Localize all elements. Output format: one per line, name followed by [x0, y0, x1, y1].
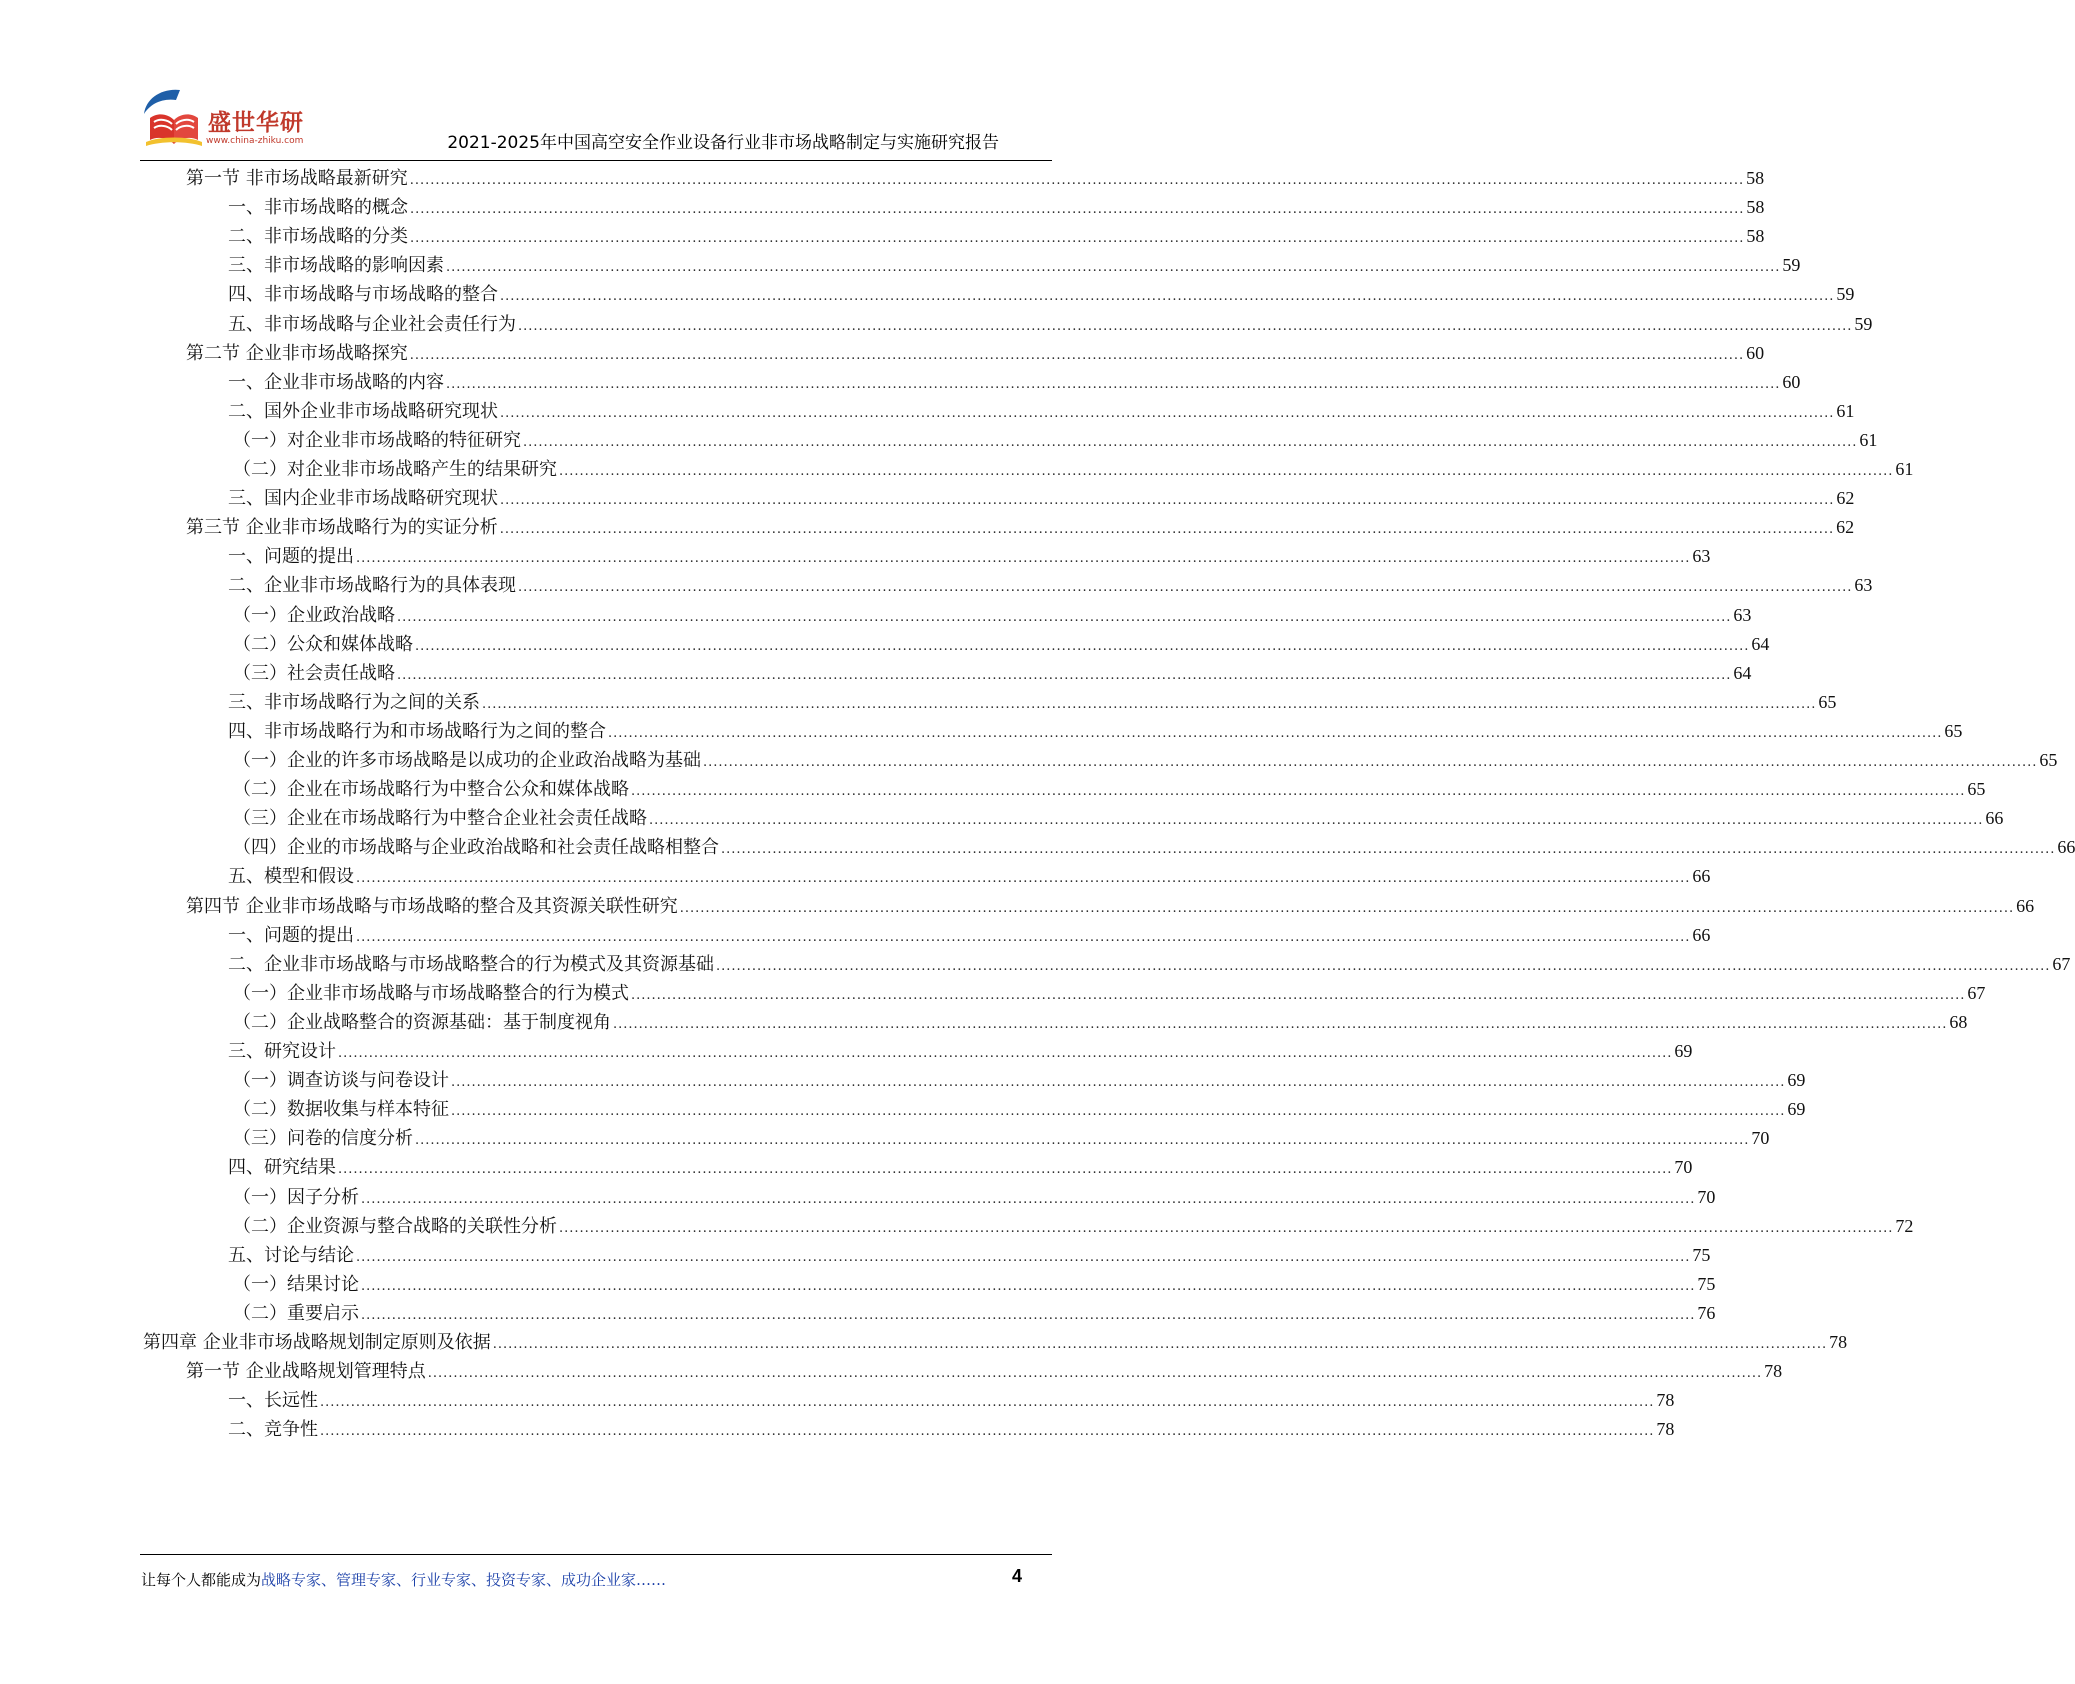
toc-entry[interactable] — [228, 687, 1837, 718]
toc-entry[interactable] — [233, 1211, 1914, 1242]
toc-entry[interactable] — [228, 1152, 1693, 1183]
toc-dot-leader: .................................................................................................................................................................................................................................................................... — [356, 871, 1691, 887]
toc-entry-label: （一）因子分析 — [233, 1186, 359, 1208]
toc-entry-label: （一）企业的许多市场战略是以成功的企业政治战略为基础 — [233, 750, 701, 771]
toc-entry-label: （二）重要启示 — [233, 1302, 359, 1324]
toc-entry[interactable] — [228, 1036, 1693, 1067]
toc-entry-label: 三、国内企业非市场战略研究现状 — [228, 488, 498, 510]
toc-entry[interactable] — [186, 163, 1765, 194]
toc-entry[interactable] — [233, 1007, 1968, 1038]
toc-dot-leader: .................................................................................................................................................................................................................................................................... — [338, 1046, 1673, 1061]
toc-entry-page: 69 — [1787, 1070, 1806, 1091]
toc-dot-leader: .................................................................................................................................................................................................................................................................... — [361, 1307, 1696, 1323]
toc-dot-leader: .................................................................................................................................................................................................................................................................... — [631, 784, 1966, 800]
toc-entry-label: （二）企业在市场战略行为中整合公众和媒体战略 — [233, 779, 629, 801]
toc-dot-leader: .................................................................................................................................................................................................................................................................... — [451, 1104, 1786, 1120]
toc-entry-label: 四、研究结果 — [228, 1157, 336, 1179]
toc-entry-page: 58 — [1746, 197, 1765, 218]
toc-entry-page: 75 — [1692, 1244, 1711, 1265]
toc-entry-page: 69 — [1787, 1099, 1806, 1120]
toc-entry-label: （一）企业非市场战略与市场战略整合的行为模式 — [233, 982, 629, 1004]
toc-entry[interactable] — [233, 425, 1878, 456]
toc-dot-leader: .................................................................................................................................................................................................................................................................... — [482, 696, 1817, 712]
toc-entry[interactable] — [228, 367, 1801, 398]
toc-entry-page: 61 — [1895, 459, 1914, 479]
toc-entry[interactable] — [228, 1414, 1675, 1445]
toc-dot-leader: .................................................................................................................................................................................................................................................................... — [361, 1278, 1696, 1294]
toc-dot-leader: .................................................................................................................................................................................................................................................................... — [320, 1424, 1655, 1440]
toc-dot-leader: .................................................................................................................................................................................................................................................................... — [427, 1366, 1763, 1382]
toc-entry-label: 二、企业非市场战略行为的具体表现 — [228, 575, 516, 597]
toc-entry-page: 78 — [1656, 1419, 1675, 1440]
toc-entry-label: （二）对企业非市场战略产生的结果研究 — [233, 459, 557, 480]
toc-entry-label: 二、非市场战略的分类 — [228, 226, 408, 248]
toc-dot-leader: .................................................................................................................................................................................................................................................................... — [409, 173, 1745, 188]
toc-dot-leader: .................................................................................................................................................................................................................................................................... — [492, 1337, 1828, 1352]
toc-entry[interactable] — [228, 541, 1711, 572]
toc-entry-page: 61 — [1859, 429, 1878, 450]
toc-entry[interactable] — [228, 861, 1711, 892]
toc-entry-label: （一）结果讨论 — [233, 1273, 359, 1295]
toc-dot-leader: .................................................................................................................................................................................................................................................................... — [631, 987, 1966, 1003]
toc-entry-label: 一、长远性 — [228, 1390, 318, 1412]
toc-entry[interactable] — [186, 512, 1855, 543]
toc-dot-leader: .................................................................................................................................................................................................................................................................... — [446, 376, 1781, 392]
toc-entry-page: 67 — [1967, 982, 1986, 1003]
company-logo — [140, 84, 310, 154]
toc-entry-page: 78 — [1656, 1390, 1675, 1411]
toc-entry[interactable] — [233, 1269, 1716, 1300]
toc-entry-page: 67 — [2052, 953, 2071, 974]
toc-entry[interactable] — [233, 978, 1986, 1009]
toc-entry-page: 59 — [1854, 313, 1873, 334]
toc-entry[interactable] — [228, 920, 1711, 951]
toc-entry-page: 65 — [1818, 691, 1837, 712]
toc-entry-page: 63 — [1692, 546, 1711, 567]
toc-entry-label: （三）企业在市场战略行为中整合企业社会责任战略 — [233, 808, 647, 830]
toc-dot-leader: .................................................................................................................................................................................................................................................................... — [679, 900, 2015, 916]
toc-entry-label: （一）调查访谈与问卷设计 — [233, 1070, 449, 1092]
toc-entry-label: 五、模型和假设 — [228, 866, 354, 888]
toc-entry-label: 第四章 企业非市场战略规划制定原则及依据 — [143, 1332, 491, 1353]
toc-dot-leader: .................................................................................................................................................................................................................................................................... — [356, 1249, 1691, 1265]
toc-entry-label: 五、讨论与结论 — [228, 1244, 354, 1266]
toc-dot-leader: .................................................................................................................................................................................................................................................................... — [415, 1133, 1750, 1149]
toc-entry-page: 65 — [1944, 720, 1963, 741]
toc-entry-page: 66 — [2016, 895, 2035, 916]
toc-entry[interactable] — [228, 1240, 1711, 1271]
page-number: 4 — [1012, 1566, 1023, 1586]
toc-entry[interactable] — [233, 1094, 1806, 1125]
toc-dot-leader: .................................................................................................................................................................................................................................................................... — [410, 202, 1745, 218]
toc-entry-label: 二、竞争性 — [228, 1419, 318, 1441]
toc-entry[interactable] — [233, 745, 2058, 776]
toc-entry-page: 75 — [1697, 1273, 1716, 1294]
toc-dot-leader: .................................................................................................................................................................................................................................................................... — [356, 929, 1691, 945]
toc-entry-page: 64 — [1733, 662, 1752, 683]
toc-entry-label: 一、非市场战略的概念 — [228, 197, 408, 219]
page-header — [0, 0, 1191, 160]
toc-entry-page: 60 — [1782, 371, 1801, 392]
toc-entry[interactable] — [228, 483, 1855, 514]
toc-entry[interactable] — [228, 309, 1873, 340]
toc-entry-label: （二）数据收集与样本特征 — [233, 1099, 449, 1121]
footer-slogan-highlight: 战略专家、管理专家、行业专家、投资专家、成功企业家 — [261, 1571, 637, 1589]
toc-dot-leader: .................................................................................................................................................................................................................................................................... — [518, 318, 1853, 334]
toc-entry-label: 一、企业非市场战略的内容 — [228, 371, 444, 393]
toc-entry[interactable] — [228, 716, 1963, 747]
toc-entry-page: 60 — [1746, 342, 1765, 363]
toc-entry-page: 62 — [1836, 488, 1855, 509]
toc-entry-page: 68 — [1949, 1011, 1968, 1032]
toc-entry-label: 第四节 企业非市场战略与市场战略的整合及其资源关联性研究 — [186, 895, 678, 917]
toc-dot-leader: .................................................................................................................................................................................................................................................................... — [361, 1191, 1696, 1207]
toc-entry-label: 三、非市场战略行为之间的关系 — [228, 691, 480, 713]
toc-entry[interactable] — [143, 1327, 1848, 1358]
toc-entry-page: 63 — [1854, 575, 1873, 596]
toc-dot-leader: .................................................................................................................................................................................................................................................................... — [409, 347, 1745, 363]
toc-dot-leader: .................................................................................................................................................................................................................................................................... — [451, 1075, 1786, 1091]
toc-entry[interactable] — [228, 192, 1765, 223]
toc-entry-label: 四、非市场战略行为和市场战略行为之间的整合 — [228, 720, 606, 742]
toc-entry-page: 59 — [1836, 284, 1855, 305]
toc-entry-label: 第二节 企业非市场战略探究 — [186, 342, 408, 364]
toc-entry-label: 二、国外企业非市场战略研究现状 — [228, 400, 498, 422]
footer-divider — [140, 1554, 1052, 1555]
toc-dot-leader: .................................................................................................................................................................................................................................................................... — [415, 638, 1750, 654]
toc-dot-leader: .................................................................................................................................................................................................................................................................... — [397, 667, 1732, 683]
toc-entry-page: 66 — [2057, 837, 2075, 858]
toc-entry-label: （二）企业资源与整合战略的关联性分析 — [233, 1215, 557, 1237]
toc-entry-label: （二）企业战略整合的资源基础：基于制度视角 — [233, 1011, 611, 1033]
logo-url: www.china-zhiku.com — [206, 136, 304, 146]
toc-dot-leader: .................................................................................................................................................................................................................................................................... — [559, 464, 1894, 479]
toc-entry-label: 四、非市场战略与市场战略的整合 — [228, 284, 498, 306]
toc-entry[interactable] — [228, 279, 1855, 310]
toc-entry-page: 61 — [1836, 400, 1855, 421]
toc-entry-page: 58 — [1746, 226, 1765, 247]
toc-entry-page: 58 — [1746, 168, 1765, 188]
toc-dot-leader: .................................................................................................................................................................................................................................................................... — [446, 260, 1781, 276]
toc-entry[interactable] — [186, 338, 1765, 369]
toc-entry[interactable] — [233, 774, 1986, 805]
footer-slogan — [141, 1569, 666, 1590]
toc-entry-page: 69 — [1674, 1041, 1693, 1061]
toc-entry[interactable] — [233, 658, 1752, 689]
toc-entry[interactable] — [233, 832, 2075, 863]
toc-entry-page: 66 — [1985, 808, 2004, 829]
toc-entry-label: （一）对企业非市场战略的特征研究 — [233, 429, 521, 451]
toc-entry-page: 64 — [1751, 633, 1770, 654]
toc-entry[interactable] — [186, 1356, 1783, 1387]
toc-entry[interactable] — [228, 1385, 1675, 1416]
toc-entry[interactable] — [233, 1065, 1806, 1096]
toc-dot-leader: .................................................................................................................................................................................................................................................................... — [518, 580, 1853, 596]
toc-dot-leader: .................................................................................................................................................................................................................................................................... — [613, 1016, 1948, 1032]
toc-entry[interactable] — [233, 600, 1752, 631]
toc-entry-page: 65 — [1967, 779, 1986, 800]
toc-entry-page: 62 — [1836, 517, 1855, 538]
footer-slogan-suffix: …… — [636, 1571, 667, 1589]
report-title: 2021-2025年中国高空安全作业设备行业非市场战略制定与实施研究报告 — [447, 133, 999, 153]
toc-dot-leader: .................................................................................................................................................................................................................................................................... — [559, 1220, 1894, 1236]
toc-entry-page: 70 — [1674, 1157, 1693, 1178]
toc-entry-label: 一、问题的提出 — [228, 546, 354, 568]
toc-entry-label: 三、非市场战略的影响因素 — [228, 255, 444, 277]
toc-entry[interactable] — [228, 949, 2071, 980]
toc-dot-leader: .................................................................................................................................................................................................................................................................... — [523, 434, 1858, 450]
toc-dot-leader: .................................................................................................................................................................................................................................................................... — [410, 231, 1745, 247]
toc-entry-label: 第一节 非市场战略最新研究 — [186, 168, 408, 189]
toc-entry[interactable] — [233, 629, 1770, 660]
toc-entry-page: 59 — [1782, 255, 1801, 276]
toc-entry[interactable] — [233, 1182, 1716, 1213]
toc-entry-page: 63 — [1733, 604, 1752, 625]
toc-entry-label: 一、问题的提出 — [228, 924, 354, 946]
toc-entry[interactable] — [228, 250, 1801, 281]
footer-slogan-prefix: 让每个人都能成为 — [141, 1571, 262, 1589]
toc-entry-page: 78 — [1764, 1361, 1783, 1382]
toc-dot-leader: .................................................................................................................................................................................................................................................................... — [500, 405, 1835, 421]
toc-dot-leader: .................................................................................................................................................................................................................................................................... — [397, 609, 1732, 625]
toc-entry-page: 70 — [1751, 1128, 1770, 1149]
toc-dot-leader: .................................................................................................................................................................................................................................................................... — [338, 1162, 1673, 1178]
toc-entry-label: 二、企业非市场战略与市场战略整合的行为模式及其资源基础 — [228, 953, 714, 975]
toc-entry-label: 第三节 企业非市场战略行为的实证分析 — [186, 517, 498, 539]
toc-dot-leader: .................................................................................................................................................................................................................................................................... — [703, 755, 2038, 770]
toc-entry-label: 第一节 企业战略规划管理特点 — [186, 1361, 426, 1383]
toc-entry[interactable] — [228, 396, 1855, 427]
toc-dot-leader: .................................................................................................................................................................................................................................................................... — [356, 551, 1691, 567]
toc-entry-page: 72 — [1895, 1215, 1914, 1236]
toc-dot-leader: .................................................................................................................................................................................................................................................................... — [499, 522, 1835, 538]
toc-dot-leader: .................................................................................................................................................................................................................................................................... — [500, 289, 1835, 305]
toc-dot-leader: .................................................................................................................................................................................................................................................................... — [500, 493, 1835, 509]
toc-entry-label: 三、研究设计 — [228, 1041, 336, 1062]
toc-entry-page: 66 — [1692, 866, 1711, 887]
toc-entry-page: 78 — [1829, 1332, 1848, 1352]
toc-entry[interactable] — [228, 570, 1873, 601]
toc-entry-label: （三）社会责任战略 — [233, 662, 395, 684]
toc-entry-label: （二）公众和媒体战略 — [233, 633, 413, 655]
toc-entry[interactable] — [233, 1298, 1716, 1329]
toc-dot-leader: .................................................................................................................................................................................................................................................................... — [320, 1395, 1655, 1411]
toc-entry-label: （四）企业的市场战略与企业政治战略和社会责任战略相整合 — [233, 837, 719, 859]
toc-entry-page: 70 — [1697, 1186, 1716, 1207]
toc-dot-leader: .................................................................................................................................................................................................................................................................... — [608, 725, 1943, 741]
header-divider — [140, 160, 1052, 161]
toc-entry[interactable] — [186, 891, 2035, 922]
toc-dot-leader: .................................................................................................................................................................................................................................................................... — [721, 842, 2056, 858]
toc-entry-label: （三）问卷的信度分析 — [233, 1128, 413, 1150]
logo-book-icon — [140, 84, 210, 154]
toc-entry[interactable] — [228, 221, 1765, 252]
toc-entry-label: 五、非市场战略与企业社会责任行为 — [228, 313, 516, 335]
toc-entry-page: 76 — [1697, 1302, 1716, 1323]
toc-dot-leader: .................................................................................................................................................................................................................................................................... — [716, 958, 2051, 974]
toc-entry[interactable] — [233, 1123, 1770, 1154]
toc-entry-page: 66 — [1692, 924, 1711, 945]
toc-dot-leader: .................................................................................................................................................................................................................................................................... — [649, 813, 1984, 829]
toc-entry-page: 65 — [2039, 750, 2058, 770]
toc-entry[interactable] — [233, 803, 2004, 834]
toc-entry[interactable] — [233, 454, 1914, 485]
toc-entry-label: （一）企业政治战略 — [233, 604, 395, 626]
logo-name: 盛世华研 — [208, 110, 304, 136]
